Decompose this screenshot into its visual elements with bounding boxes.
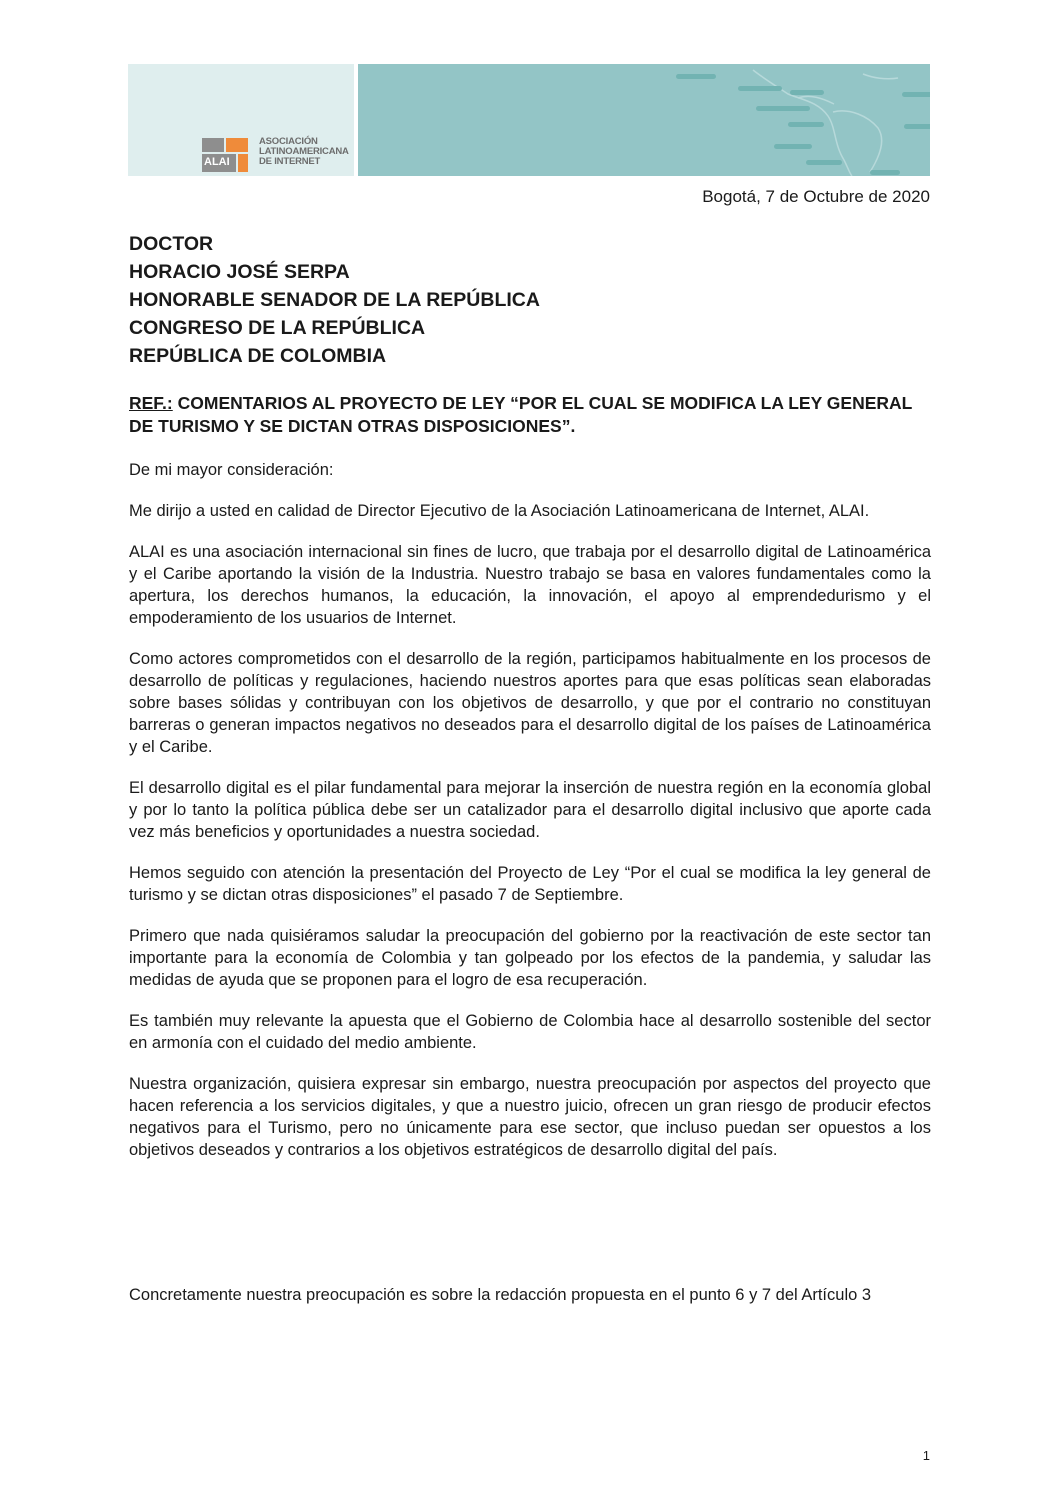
header-banner	[128, 64, 930, 176]
letter-date: Bogotá, 7 de Octubre de 2020	[702, 187, 930, 206]
page-number: 1	[922, 1448, 930, 1463]
paragraph: Me dirijo a usted en calidad de Director Ejecutivo de la Asociación Latinoamericana de Internet, ALAI.	[129, 502, 870, 520]
letter-body	[129, 459, 931, 1180]
logo-wordmark	[259, 137, 349, 167]
addressee-line: DOCTOR	[129, 233, 214, 255]
banner-map-panel	[358, 64, 930, 176]
logo-line-2: LATINOAMERICANA	[259, 146, 349, 157]
logo-acronym: ALAI	[204, 156, 230, 168]
reference-text: COMENTARIOS AL PROYECTO DE LEY “POR EL CUAL SE MODIFICA LA LEY GENERAL DE TURISMO Y SE DICTAN OTRAS DISPOSICIONES”.	[129, 393, 913, 436]
addressee-line: REPÚBLICA DE COLOMBIA	[129, 345, 387, 367]
reference-line	[129, 392, 931, 438]
reference-label: REF.:	[129, 393, 173, 413]
paragraph: De mi mayor consideración:	[129, 461, 334, 479]
alai-logo-mark	[202, 138, 250, 168]
paragraph: Primero que nada quisiéramos saludar la preocupación del gobierno por la reactivación de este sector tan importante para la economía de Colombia y tan golpeado por los efectos de la pandemia, y saludar las medidas de ayuda que se proponen para el logro de esa recuperación.	[129, 927, 931, 989]
paragraph-continued: Concretamente nuestra preocupación es sobre la redacción propuesta en el punto 6 y 7 del Artículo 3	[129, 1286, 872, 1304]
paragraph: Es también muy relevante la apuesta que el Gobierno de Colombia hace al desarrollo sostenible del sector en armonía con el cuidado del medio ambiente.	[129, 1012, 931, 1052]
paragraph: Hemos seguido con atención la presentación del Proyecto de Ley “Por el cual se modifica la ley general de turismo y se dictan otras disposiciones” el pasado 7 de Septiembre.	[129, 864, 931, 904]
addressee-line: HONORABLE SENADOR DE LA REPÚBLICA	[129, 289, 540, 311]
latin-america-map-icon	[358, 64, 930, 176]
paragraph: El desarrollo digital es el pilar fundamental para mejorar la inserción de nuestra región en la economía global y por lo tanto la política pública debe ser un catalizador para el desarrollo digital inclusivo que aporte cada vez más beneficios y oportunidades a nuestra sociedad.	[129, 779, 931, 841]
paragraph: ALAI es una asociación internacional sin fines de lucro, que trabaja por el desarrollo digital de Latinoamérica y el Caribe aportando la visión de la Industria. Nuestro trabajo se basa en valores fundamentales como la apertura, los derechos humanos, la educación, la innovación, el apoyo al emprendedurismo y el empoderamiento de los usuarios de Internet.	[129, 543, 931, 627]
logo-line-1: ASOCIACIÓN	[259, 136, 318, 147]
banner-logo-panel	[128, 64, 354, 176]
addressee-line: CONGRESO DE LA REPÚBLICA	[129, 317, 426, 339]
paragraph: Como actores comprometidos con el desarrollo de la región, participamos habitualmente en los procesos de desarrollo de políticas y regulaciones, haciendo nuestros aportes para que esas políticas sean elaboradas sobre bases sólidas y contribuyan con los objetivos de desarrollo, y que por el contrario no constituyan barreras o generan impactos negativos no deseados para el desarrollo digital de los países de Latinoamérica y el Caribe.	[129, 650, 931, 756]
logo-line-3: DE INTERNET	[259, 156, 321, 167]
addressee-block	[129, 230, 540, 370]
addressee-line: HORACIO JOSÉ SERPA	[129, 261, 350, 283]
paragraph: Nuestra organización, quisiera expresar sin embargo, nuestra preocupación por aspectos del proyecto que hacen referencia a los servicios digitales, y que a nuestro juicio, ofrecen un gran riesgo de producir efectos negativos para el Turismo, pero no únicamente para ese sector, que incluso puedan ser opuestos a los objetivos deseados y contrarios a los objetivos estratégicos de desarrollo digital del país.	[129, 1075, 931, 1159]
